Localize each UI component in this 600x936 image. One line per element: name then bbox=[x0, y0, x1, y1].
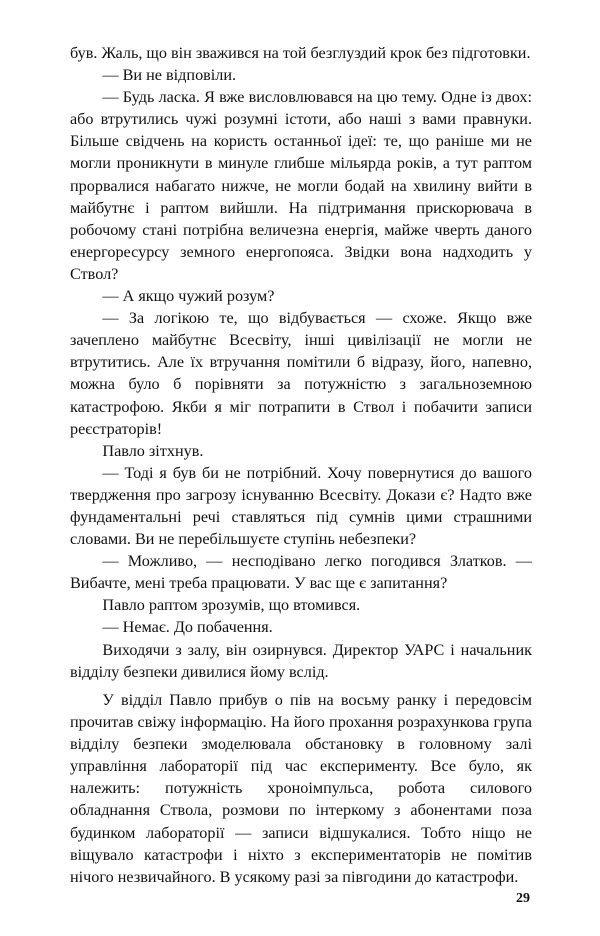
paragraph: — Будь ласка. Я вже висловлювався на цю тему. Одне із двох: або втрутились чужі розумні істоти, або наші з вами правнуки. Більше свідчень на користь останньої ідеї: те, що раніше ми не могли проникнути в минуле глибше мільярда років, а тут раптом прорвалися набагато нижче, не могли бодай на хвилину вийти в майбутнє і раптом вийшли. На підтримання прискорювача в робочому стані потрібна величезна енергія, майже чверть даного енергоресурсу земного енергопояса. Звідки вона надходить у Ствол? bbox=[70, 88, 532, 283]
paragraph: Павло зітхнув. bbox=[102, 441, 204, 460]
paragraph: — А якщо чужий розум? bbox=[102, 287, 275, 306]
paragraph: був. Жаль, що він зважився на той безглуздий крок без підготовки. bbox=[70, 44, 531, 62]
page-number: 29 bbox=[516, 891, 530, 906]
paragraph: Виходячи з залу, він озирнувся. Директор УАРС і начальник відділу безпеки дивилися йому вслід. bbox=[70, 640, 532, 681]
text-block-dialogue bbox=[70, 42, 532, 683]
paragraph: — Ви не відповіли. bbox=[102, 66, 237, 85]
paragraph: — Тоді я був би не потрібний. Хочу повернутися до вашого твердження про загрозу існуванню Всесвіту. Докази є? Надто вже фундаментальні речі ставляться під сумнів цими страшними словами. Ви не перебільшуєте ступінь небезпеки? bbox=[70, 463, 532, 549]
paragraph: — Немає. До побачення. bbox=[102, 618, 273, 637]
paragraph: У відділ Павло прибув о пів на восьму ранку і передовсім прочитав свіжу інформацію. На його прохання розрахункова група відділу безпеки змоделювала обстановку в головному залі управління лабораторії під час експерименту. Все було, як належить: потужність хроноімпульса, робота силового обладнання Ствола, розмови по інтеркому з абонентами поза будинком лабораторії — записи відшукалися. Тобто ніщо не віщувало катастрофи і ніхто з експериментаторів не помітив нічого незвичайного. В усякому разі за півгодини до катастрофи. bbox=[70, 691, 532, 886]
paragraph: Павло раптом зрозумів, що втомився. bbox=[102, 596, 361, 615]
text-block-narrative bbox=[70, 689, 532, 888]
paragraph: — За логікою те, що відбувається — схоже. Якщо вже зачеплено майбутнє Всесвіту, інші цивілізації не могли не втрутитись. Але їх втручання помітили б відразу, його, напевно, можна було б порівняти за потужністю з загальноземною катастрофою. Якби я міг потрапити в Ствол і побачити записи реєстраторів! bbox=[70, 309, 532, 438]
paragraph: — Можливо, — несподівано легко погодився Златков. — Вибачте, мені треба працювати. У вас ще є запитання? bbox=[70, 552, 532, 593]
